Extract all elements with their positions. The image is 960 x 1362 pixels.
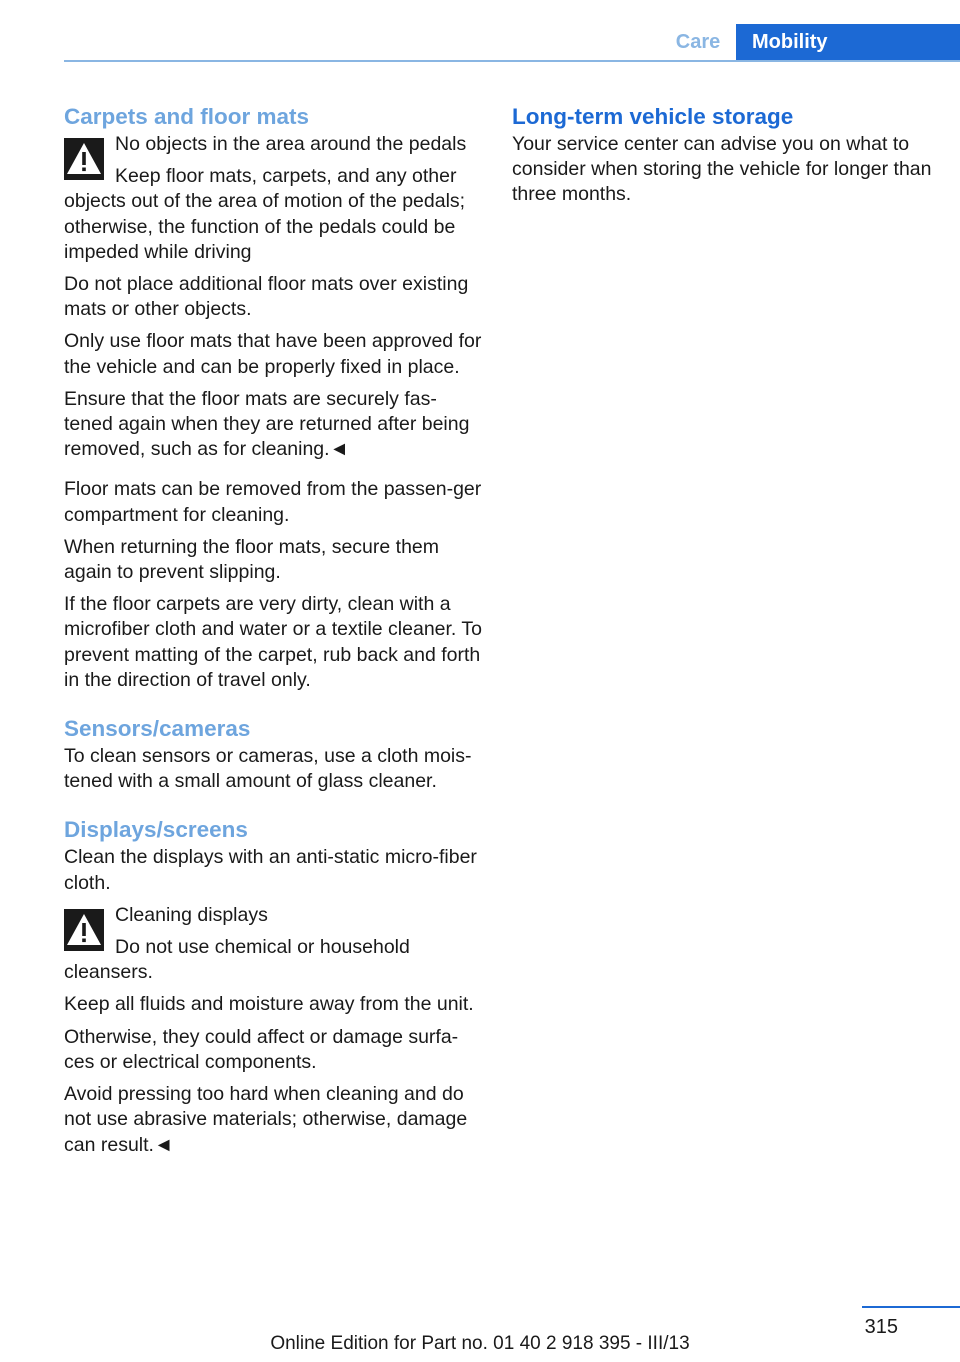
warning-triangle-icon <box>64 909 104 951</box>
tab-care[interactable]: Care <box>675 31 721 53</box>
warning-text: Keep all fluids and moisture away from the unit. <box>64 993 474 1016</box>
body-paragraph: If the floor carpets are very dirty, clean with a microfiber cloth and water or a textile cleaner. To prevent matting of the carpet, rub back and forth in the direction of travel only. <box>64 593 483 691</box>
warning-text: Do not place additional floor mats over existing mats or other objects. <box>64 273 469 321</box>
footer-edition: Online Edition for Part no. 01 40 2 918 395 - III/13 <box>270 1333 690 1354</box>
left-column <box>64 102 482 1165</box>
header-rule <box>64 60 960 62</box>
warning-text: Only use floor mats that have been approved for the vehicle and can be properly fixed in place. <box>64 330 482 378</box>
page-number: 315 <box>864 1316 898 1338</box>
warning-text: Do not use chemical or household cleansers. <box>64 936 410 984</box>
section-title-storage: Long-term vehicle storage <box>512 104 794 129</box>
section-title-sensors: Sensors/cameras <box>64 716 251 742</box>
warning-block-displays <box>64 903 482 1158</box>
warning-triangle-icon <box>64 138 104 180</box>
warning-text: Otherwise, they could affect or damage surfa-ces or electrical components. <box>64 1025 459 1073</box>
body-paragraph: Clean the displays with an anti-static micro-fiber cloth. <box>64 846 477 894</box>
warning-title: Cleaning displays <box>115 903 268 926</box>
warning-text: Avoid pressing too hard when cleaning and do not use abrasive materials; otherwise, damage can result.◄ <box>64 1083 468 1156</box>
body-paragraph: When returning the floor mats, secure them again to prevent slipping. <box>64 535 440 584</box>
tab-mobility[interactable]: Mobility <box>736 24 960 61</box>
warning-text: Keep floor mats, carpets, and any other objects out of the area of motion of the pedals; otherwise, the function of the pedals could be impeded while driving <box>64 165 466 263</box>
body-paragraph: Floor mats can be removed from the passen-ger compartment for cleaning. <box>64 478 482 526</box>
warning-text: Ensure that the floor mats are securely fas-tened again when they are returned after being removed, such as for cleaning.◄ <box>64 387 470 461</box>
footer-rule <box>862 1306 960 1308</box>
right-column <box>512 102 932 215</box>
section-title-displays: Displays/screens <box>64 817 248 843</box>
body-paragraph: Your service center can advise you on what to consider when storing the vehicle for longer than three months. <box>512 133 932 206</box>
section-title-carpets: Carpets and floor mats <box>64 104 310 129</box>
warning-block-pedals <box>64 132 482 462</box>
body-paragraph: To clean sensors or cameras, use a cloth mois-tened with a small amount of glass cleaner. <box>64 745 472 793</box>
warning-title: No objects in the area around the pedals <box>115 133 467 155</box>
